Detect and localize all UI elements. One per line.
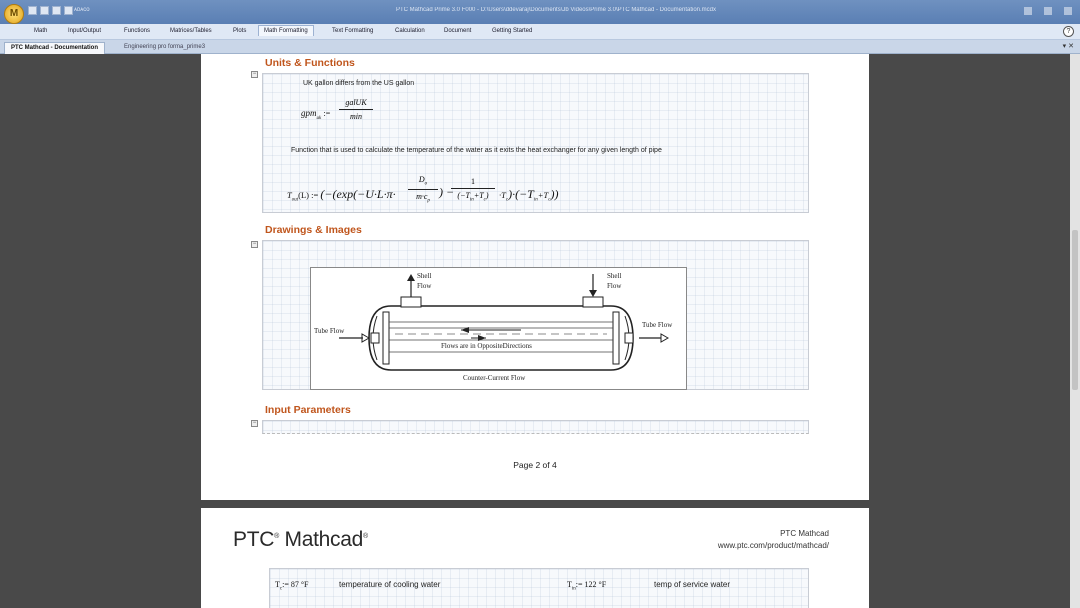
label-flows-opposite: Flows are in OppositeDirections: [441, 342, 532, 350]
frac2-den-a-sub: in: [469, 197, 474, 203]
collapse-area-toggle[interactable]: −: [252, 241, 257, 247]
heat-exchanger-drawing: [311, 268, 688, 391]
tc-sub: c: [279, 586, 283, 592]
tout-argument: (L) :=: [298, 190, 319, 200]
math-tin-definition[interactable]: [567, 580, 606, 592]
tab-math-formatting[interactable]: Math Formatting: [258, 25, 314, 36]
tab-plots[interactable]: Plots: [233, 28, 247, 34]
page-number: Page 2 of 4: [513, 460, 557, 470]
frac2-den-c: ): [485, 191, 489, 200]
open-folder-icon[interactable]: [40, 6, 49, 15]
gpm-fraction: [339, 98, 373, 121]
tab-input-output[interactable]: Input/Output: [68, 28, 102, 34]
ribbon-tab-bar: [0, 24, 1080, 40]
tout-tail-tin: )·(−T: [508, 187, 534, 201]
tout-tail-close: )): [550, 187, 559, 201]
math-gpm-definition[interactable]: [301, 108, 330, 121]
help-icon[interactable]: ?: [1063, 26, 1074, 37]
tout-tail-plus-tc: +T: [537, 190, 549, 200]
area-input-parameters[interactable]: [262, 420, 809, 434]
ptc-logo-word: PTC: [233, 528, 275, 551]
label-counter-current-flow: Counter-Current Flow: [463, 374, 526, 382]
vertical-scrollbar[interactable]: [1070, 54, 1080, 608]
ptc-mathcad-logo: [233, 528, 368, 552]
label-shell-flow-left: Shell Flow: [417, 272, 432, 290]
frac2-den-a: (−T: [457, 191, 470, 200]
tab-functions[interactable]: Functions: [124, 28, 151, 34]
tin-symbol: T: [567, 580, 572, 589]
tab-getting-started[interactable]: Getting Started: [492, 28, 533, 34]
tab-text-formatting[interactable]: Text Formatting: [332, 28, 374, 34]
tout-body-exp: (−(exp(−U·L·π·: [320, 187, 396, 201]
tout-tail-plus-tc-sub: c: [548, 197, 551, 203]
text-tc-description[interactable]: temperature of cooling water: [339, 580, 441, 589]
close-window-icon[interactable]: [1064, 7, 1072, 15]
area-heading-drawings-images[interactable]: Drawings & Images: [265, 224, 362, 236]
tc-symbol: T: [275, 580, 280, 589]
heat-exchanger-image[interactable]: [310, 267, 687, 390]
tab-matrices-tables[interactable]: Matrices/Tables: [170, 28, 212, 34]
text-region-uk-gallon[interactable]: UK gallon differs from the US gallon: [303, 80, 415, 87]
label-shell-flow-right: Shell Flow: [607, 272, 622, 290]
worksheet-page-3[interactable]: [201, 508, 869, 608]
frac1-numerator: D: [418, 175, 425, 184]
tin-sub: in: [571, 586, 576, 592]
collapse-area-toggle[interactable]: −: [252, 71, 257, 77]
assign-operator: :=: [323, 109, 331, 118]
tout-fraction-do-over-mcp: [408, 175, 438, 203]
text-region-function-description[interactable]: Function that is used to calculate the temperature of the water as it exits the heat exchanger for any given length of pipe: [291, 147, 662, 154]
new-file-icon[interactable]: [28, 6, 37, 15]
minimize-icon[interactable]: [1024, 7, 1032, 15]
header-product-url[interactable]: www.ptc.com/product/mathcad/: [717, 541, 829, 550]
undo-icon[interactable]: [64, 6, 73, 15]
document-tab-bar: [0, 40, 1080, 54]
tout-subscript: out: [291, 197, 299, 203]
area-heading-input-parameters[interactable]: Input Parameters: [265, 404, 351, 416]
doc-tab-controls[interactable]: ▾ ✕: [1062, 43, 1074, 50]
frac1-denominator: m·c: [416, 191, 428, 201]
quick-access-toolbar: [28, 6, 73, 15]
save-icon[interactable]: [52, 6, 61, 15]
tab-document[interactable]: Document: [444, 28, 472, 34]
tout-tail-tc-sub: c: [505, 197, 509, 203]
tout-fraction-one-over-temps: [451, 177, 495, 203]
header-right-info: [718, 528, 829, 552]
tout-tail-tin-sub: in: [533, 197, 538, 203]
worksheet-page-2[interactable]: [201, 54, 869, 500]
tab-calculation[interactable]: Calculation: [395, 28, 425, 34]
mathcad-app-icon[interactable]: M: [4, 4, 24, 24]
area-heading-units-functions[interactable]: Units & Functions: [265, 57, 355, 69]
collapse-area-toggle[interactable]: −: [252, 420, 257, 426]
tc-value: := 87 °F: [282, 580, 309, 589]
frac1-denominator-sub: p: [427, 198, 430, 204]
scrollbar-thumb[interactable]: [1072, 230, 1078, 390]
gpm-subscript: uk: [316, 115, 322, 121]
gpm-lhs: gpm: [301, 108, 317, 118]
label-tube-flow-in: Tube Flow: [314, 327, 345, 335]
tout-body-tail: [499, 187, 558, 203]
tout-body-minus: ) −: [439, 185, 455, 199]
frac2-den-b-sub: c: [483, 197, 486, 203]
tab-math[interactable]: Math: [34, 28, 48, 34]
tout-tail-tc: ·T: [499, 190, 506, 200]
gpm-numerator: galUK: [345, 98, 367, 107]
mathcad-logo-reg: ®: [362, 533, 368, 540]
gpm-denominator: min: [350, 112, 362, 121]
window-controls: [1024, 7, 1072, 15]
title-bar: [0, 0, 1080, 24]
area-units-functions[interactable]: [262, 73, 809, 213]
ptc-logo-reg: ®: [274, 533, 279, 540]
doc-tab-engineering-pro-forma[interactable]: Engineering pro forma_prime3: [124, 44, 206, 50]
mathcad-logo-word: Mathcad: [284, 528, 363, 551]
tout-symbol: T: [287, 190, 292, 200]
label-tube-flow-out: Tube Flow: [642, 321, 673, 329]
text-tin-description[interactable]: temp of service water: [654, 580, 731, 589]
window-title: PTC Mathcad Prime 3.0 F000 - D:\Users\ddevaraj\Documents\Jb Videos\Prime 3.0\PTC Mathcad - Documentation.mcdx: [396, 7, 717, 13]
frac1-numerator-sub: o: [424, 181, 428, 187]
header-product-name: PTC Mathcad: [780, 529, 829, 538]
frac2-den-b: +T: [473, 191, 484, 200]
math-tout-function[interactable]: [287, 187, 396, 203]
frac2-numerator: 1: [471, 177, 475, 186]
math-tc-definition[interactable]: [275, 580, 309, 592]
quick-access-label: ᴀᴅᴀᴄᴏ: [74, 7, 90, 13]
maximize-icon[interactable]: [1044, 7, 1052, 15]
tin-value: := 122 °F: [575, 580, 607, 589]
doc-tab-documentation[interactable]: PTC Mathcad - Documentation: [4, 42, 105, 54]
